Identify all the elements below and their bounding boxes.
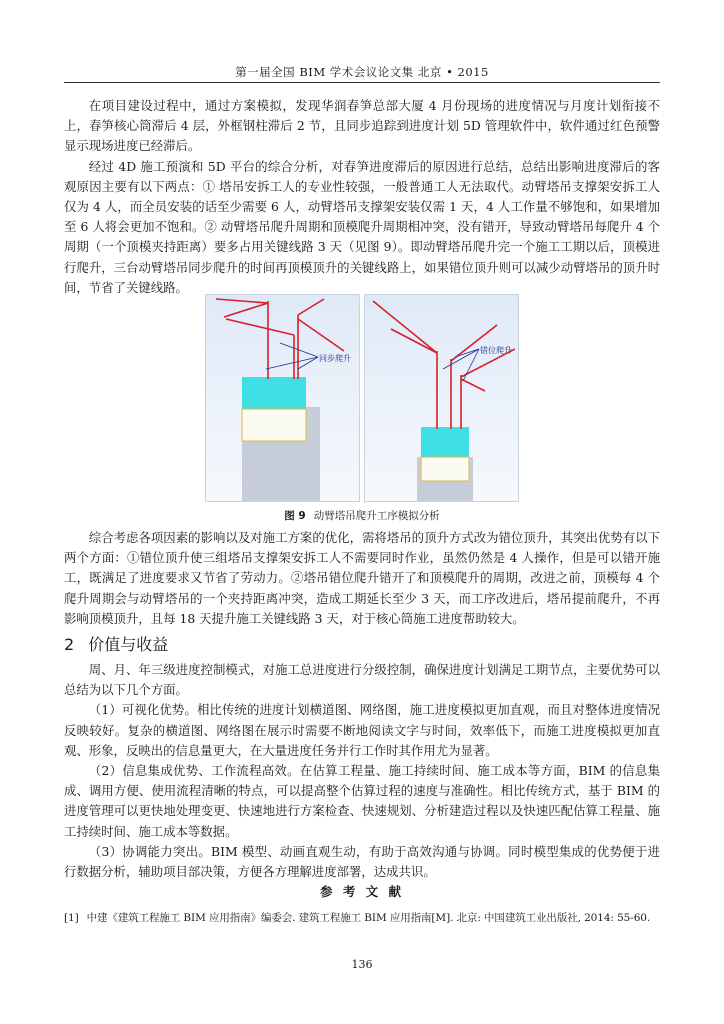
figure-caption-text: 动臂塔吊爬升工序模拟分析 — [313, 510, 440, 522]
paragraph-visualization: （1）可视化优势。相比传统的进度计划横道图、网络图，施工进度模拟更加直观，而且对整体进度情况反映较好。复杂的横道图、网络图在展示时需要不断地阅读文字与时间，效率低下，而施工进度模拟更加直观、形象，反映出的信息量更大，在大量进度任务并行工作时其作用尤为显著。 — [64, 702, 660, 758]
callout-label-synchronous: 同步爬升 — [319, 354, 351, 363]
callout-line — [280, 343, 318, 357]
section-body — [64, 660, 660, 882]
running-header: 第一届全国 BIM 学术会议论文集 北京 • 2015 — [235, 65, 489, 79]
crane-group-right — [373, 301, 515, 429]
header-rule — [64, 82, 660, 83]
section-number: 2 — [64, 635, 75, 654]
section-heading — [64, 632, 168, 655]
figure-panel-staggered — [364, 294, 519, 502]
core-formwork — [242, 409, 306, 441]
paragraph-coordination: （3）协调能力突出。BIM 模型、动画直观生动，有助于高效沟通与协调。同时模型集成的优势便于进行数据分析，辅助项目部决策，方便各方理解进度部署，达成共识。 — [64, 843, 660, 880]
callout-line — [298, 357, 318, 369]
reference-number: [1] — [64, 912, 79, 924]
figure-label: 图 9 — [284, 510, 306, 522]
core-top-platform — [242, 377, 306, 409]
callout-label-staggered: 错位爬升 — [480, 346, 512, 355]
callout-line — [266, 357, 318, 369]
paragraph-schedule-lag: 在项目建设过程中，通过方案模拟，发现华润春笋总部大厦 4 月份现场的进度情况与月度计划衔接不上，春笋核心筒滞后 4 层，外框钢柱滞后 2 节，且同步追踪到进度计划 5D 管理软件中，软件通过红色预警显示现场进度已经滞后。 — [64, 98, 660, 154]
references-title: 参 考 文 献 — [319, 884, 405, 899]
figure-caption — [64, 508, 660, 523]
paragraph-cause-analysis: 经过 4D 施工预演和 5D 平台的综合分析，对春笋进度滞后的原因进行总结，总结出影响进度滞后的客观原因主要有以下两点：① 塔吊安拆工人的专业性较强，一般普通工人无法取代。动臂塔吊支撑架安拆工人仅为 4 人，而全员安装的话至少需要 6 人，动臂塔吊支撑架安装仅需 1 天，4 人工作量不够饱和，如果增加至 6 人将会更加不饱和。② 动臂塔吊爬升周期和顶模爬升周期相冲突，没有错开，导致动臂塔吊每爬升 4 个周期（一个顶模夹持距离）要多占用关键线路 3 天（见图 9）。即动臂塔吊爬升完一个施工工期以后，顶模进行爬升，三台动臂塔吊同步爬升的时间再顶模顶升的关键线路上，如果错位顶升则可以减少动臂塔吊的顶升时间，节省了关键线路。 — [64, 158, 660, 295]
intro-text — [64, 96, 660, 298]
core-formwork — [421, 457, 469, 481]
synchronous-climb-model — [206, 295, 360, 502]
paragraph-information-integration: （2）信息集成优势、工作流程高效。在估算工程量、施工持续时间、施工成本等方面，BIM 的信息集成、调用方便、使用流程清晰的特点，可以提高整个估算过程的速度与准确性。相比传统方式，基于 BIM 的进度管理可以更快地处理变更、快速地进行方案检查、快速规划、分析建造过程以及快速匹配估算工程量、施工持续时间、施工成本等数据。 — [64, 763, 660, 839]
paragraph-optimization: 综合考虑各项因素的影响以及对施工方案的优化，需将塔吊的顶升方式改为错位顶升，其突出优势有以下两个方面：①错位顶升使三组塔吊支撑架安拆工人不需要同时作业，虽然仍然是 4 人操作，但是可以错开施工，既满足了进度要求又节省了劳动力。②塔吊错位爬升错开了和顶模爬升的周期，改进之前，顶模每 4 个爬升周期会与动臂塔吊的一个夹持距离冲突，造成工期延长至少 3 天，而工序改进后，塔吊提前爬升，不再影响顶模顶升，且每 18 天提升施工关键线路 3 天，对于核心筒施工进度帮助较大。 — [64, 530, 660, 626]
crane-group-left — [216, 299, 344, 379]
optimization-text — [64, 528, 660, 629]
figure-panel-synchronous — [205, 294, 360, 502]
page-number: 136 — [351, 958, 373, 971]
figure-crane-simulation — [205, 294, 519, 502]
section-title: 价值与收益 — [88, 635, 169, 654]
reference-text: 中建《建筑工程施工 BIM 应用指南》编委会. 建筑工程施工 BIM 应用指南[M]. 北京: 中国建筑工业出版社, 2014: 55-60. — [86, 912, 651, 924]
core-top-platform — [421, 427, 469, 457]
paragraph-control-mode: 周、月、年三级进度控制模式，对施工总进度进行分级控制，确保进度计划满足工期节点，主要优势可以总结为以下几个方面。 — [64, 662, 660, 698]
staggered-climb-model — [365, 295, 519, 502]
reference-item — [64, 910, 660, 925]
